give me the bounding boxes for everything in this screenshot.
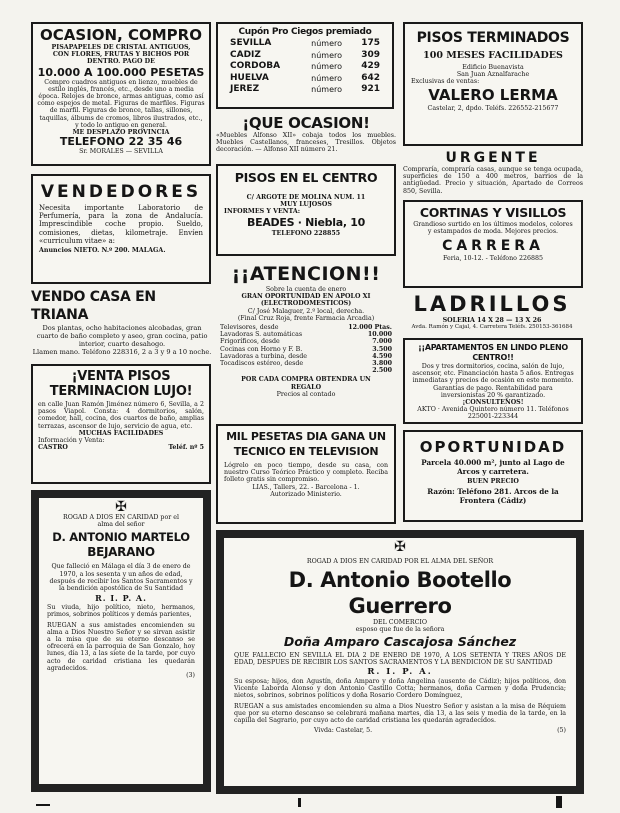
ad-line: PISAPAPELES DE CRISTAL ANTIGUOS, [51,44,191,51]
obituary-spouse: Doña Amparo Cascajosa Sánchez [283,633,517,649]
ad-address: Feria, 10-12. - Teléfono 226885 [442,255,543,263]
ad-line: Razón: Teléfono 281. Arcos de la Frontera (Cádiz) [427,487,559,506]
lottery-city: CADIZ [230,49,261,60]
price-item: Frigoríficos, desde [220,338,280,346]
price-value: 3.500 [372,345,392,353]
obituary-family: Su viuda, hijo político, nieto, hermanos, primos, sobrinos políticos y demás parientes, [47,604,195,619]
ad-number: (3) [186,672,195,680]
obituary-martelo [31,490,211,792]
ad-venta-pisos [31,364,211,484]
ad-urgente [403,150,583,196]
lottery-label: número [311,62,343,71]
ad-title: CORTINAS Y VISILLOS [419,205,567,220]
price-row [220,338,392,345]
price-value: 10.000 [367,331,392,339]
page-footer-marker [556,796,562,808]
ad-line: MUY LUJOSOS [280,201,332,209]
obituary-request: RUEGAN a sus amistades encomienden su alma a Dios Nuestro Señor y asistan a la misa de Réquiem que por su eterno descanso se celebrará mañana martes, día 13, a las seis y media de la tarde, en la capilla del Sagrario, por cuyo acto de caridad cristiana les quedarán agradecidos. [234,702,566,725]
ad-line: DENTRO. PAGO DE [87,58,155,66]
price-row [220,324,392,331]
ad-title: MIL PESETAS DIA GANA UN [226,430,386,443]
ad-title: VENDO CASA EN TRIANA [31,289,156,323]
ad-ladrillos [400,292,584,334]
ad-info: Información y Venta: [38,437,105,445]
ad-body: Dos y tres dormitorios, cocina, salón de lujo, ascensor, etc. Financiación hasta 5 años. Entregas inmediatas y precios de ocasión en este momento. Garantías de pago. Rentabilidad para inversionistas 20 % garantizado. [412,363,574,399]
obituary-name: D. Antonio Bootello Guerrero [288,568,512,619]
obituary-name: D. ANTONIO MARTELO [52,530,190,545]
ad-contact: Llamen mano. Teléfono 228316, 2 a 3 y 9 a 10 noche. [32,348,212,356]
ad-oportunidad [403,430,583,522]
ad-body: Compraría, compraría casas, aunque se tenga ocupada, superficies de 150 a 400 metros, barrios de la antigüedad. Precio y situación, Apartado de Correos 850, Sevilla. [403,166,583,195]
ad-line: INFORMES Y VENTA: [224,208,301,216]
ad-body: Grandioso surtido en los últimos modelos, colores y estampados de moda. Mejores precios. [413,221,573,236]
obituary-name: BEJARANO [87,545,155,560]
price-row [220,367,392,374]
price-row [220,360,392,367]
price-item: Televisores, desde [220,324,279,332]
lottery-city: SEVILLA [230,38,272,48]
lottery-row [230,73,380,85]
ad-address: Castelar, 2, dpdo. Teléfs. 226552-215677 [427,104,559,112]
ad-body: Compro cuadros antiguos en lienzo, muebles de estilo inglés, francés, etc., desde uno a media época. Relojes de bronce, armas antiguas, como así como espejos de metal. Figuras de marfiles. Figuras de marfil. Figuras de bronce, tallas, sillones, taquillas, álbums de cromos, libros ilustrados, etc., y todo lo antiguo en general. [37,78,205,129]
ad-pisos-terminados [403,22,583,146]
lottery-row [230,84,380,96]
lottery-label: número [311,39,343,48]
ad-address: LIAS., Tallers, 22. - Barcelona - 1. [252,483,360,491]
ad-line: (Final Cruz Roja, frente Farmacia Arcadia) [237,314,375,322]
price-row [220,353,392,360]
ad-body: Dos plantas, ocho habitaciones alcobadas, gran cuarto de baño completo y aseo, gran cocina, patio interior, cuarto desahogo. [36,324,208,348]
ad-line: (ELECTRODOMESTICOS) [260,300,352,308]
ad-title: ¡QUE OCASION! [242,114,370,132]
price-value: 2.500 [372,367,392,375]
obituary-family: Su esposa; hijos, don Agustín, doña Amparo y doña Angelina (ausente de Cádiz); hijos políticos, don Vicente Laborda Alonso y don Antonio Castillo Cotta; hermanos, doña Carmen y doña Prudencia; nietos, sobrinos, sobrinos políticos y doña Rosario Cordero Domínguez, [234,678,566,700]
ad-line: C/ José Malaguer, 2.º local, derecha. [247,307,365,315]
ad-contact: Anuncios NIETO. N.º 200. MALAGA. [39,247,166,255]
ad-apartamentos [403,338,583,424]
ad-title: TECNICO EN TELEVISION [233,445,379,458]
obituary-bootello [216,530,584,794]
ad-line: Sobre la cuenta de enero [265,286,347,293]
lottery-number: 642 [361,72,380,83]
ad-title: PISOS EN EL CENTRO [234,170,378,185]
price-value: 7.000 [372,338,392,346]
ad-ocasion-compro [31,22,211,166]
ad-contact-name: CASTRO [38,444,68,452]
ad-line: Parcela 40.000 m², junto al Lago de Arcos y carretera. [421,458,565,476]
ad-phone: Teléf. nº 5 [168,444,204,452]
price-list [216,322,396,376]
price-value: 3.800 [372,360,392,368]
ad-subtitle: 100 MESES FACILIDADES [423,50,563,61]
lottery-city: CORDOBA [230,61,281,71]
price-item: Tocadiscos estéreo, desde [220,360,304,368]
lottery-number: 309 [361,49,380,60]
ad-body: en calle Juan Ramón Jiménez número 6, Sevilla, a 2 pasos Viapol. Consta: 4 dormitorios, salón, comedor, hall, cocina, dos cuartos de baño, amplias terrazas, ascensor de lujo, servicio de agua, etc. [38,401,204,430]
page-footer-marker [298,798,301,807]
ad-number: (5) [557,727,566,735]
ad-title: Cupón Pro Ciegos premiado [238,27,372,37]
ad-title: ¡¡APARTAMENTOS EN LINDO PLENO CENTRO!! [418,343,568,362]
lottery-city: JEREZ [230,84,260,94]
lottery-label: número [311,85,343,94]
ad-body: Lógrelo en poco tiempo, desde su casa, con nuestro Curso Teórico Práctico y completo. Reciba folleto gratis sin compromiso. [224,462,388,484]
ad-price: 10.000 A 100.000 PESETAS [37,65,205,79]
ad-body: Necesita importante Laboratorio de Perfumería, para la zona de Andalucía. Imprescindible coche propio. Sueldo, comisiones, dietas, kilometraje. Envíen «curriculum vitae» a: [39,204,203,245]
ad-line: BUEN PRECIO [467,478,519,485]
ad-contact-name: CARRERA [442,238,544,255]
ad-title: OCASION, COMPRO [40,26,202,44]
ad-vendo-casa [31,288,213,356]
price-item: Lavadoras S. automáticas [220,331,303,339]
lottery-number: 175 [361,38,380,48]
obituary-preface: ROGAD A DIOS EN CARIDAD por el alma del señor [62,514,180,529]
price-value: 12.000 Ptas. [348,324,392,332]
price-item: Cocinas con Horno y F. B. [220,345,303,353]
ad-title: PISOS TERMINADOS [416,30,570,46]
ad-subtitle: ¡CONSULTENOS! [462,399,524,407]
ad-line: Avda. Ramón y Cajal, 4. Carretera Teléfs. 250153-361684 [411,324,573,331]
ad-tecnico-television [216,424,396,524]
ad-line: SOLERIA 14 X 28 — 13 X 26 [442,317,542,324]
ad-title: OPORTUNIDAD [419,438,567,456]
ad-permit: Autorizado Ministerio. [270,490,342,498]
ad-line: CON FLORES, FRUTAS Y BICHOS POR [52,51,190,59]
obituary-preface: ROGAD A DIOS EN CARIDAD POR EL ALMA DEL SEÑOR [306,558,494,565]
ad-title: ¡VENTA PISOS [71,369,171,384]
ad-title: LADRILLOS [413,292,571,316]
lottery-table [230,38,380,96]
ad-title: URGENTE [445,150,541,166]
ad-title: TERMINACION LUJO! [49,384,193,399]
cross-icon: ✠ [394,539,406,555]
lottery-row [230,38,380,50]
lottery-row [230,61,380,73]
obituary-subtitle: DEL COMERCIO [372,619,428,627]
ad-vendedores [31,174,211,284]
ad-line: C/ ARGOTE DE MOLINA NUM. 11 [246,194,366,201]
price-item: Lavadoras a turbina, desde [220,352,308,360]
ad-line: San Juan Aznalfarache [456,71,530,79]
ad-line: Exclusivas de ventas: [411,78,480,86]
ad-atencion [216,262,396,422]
ad-cupon-pro-ciegos [216,22,394,109]
ad-line: POR CADA COMPRA OBTENDRA UN [241,376,371,384]
obituary-rip: R. I. P. A. [367,667,433,678]
ad-line: Edificio Buenavista [462,64,524,71]
ad-cortinas-visillos [403,200,583,288]
lottery-label: número [311,50,343,60]
lottery-row [230,50,380,62]
ad-contact-name: Sr. MORALES — SEVILLA [79,148,163,156]
ad-title: ¡¡ATENCION!! [231,263,381,285]
ad-que-ocasion [216,114,396,158]
ad-contact-name: VALERO LERMA [428,85,558,104]
ad-title: VENDEDORES [40,182,202,202]
ad-line: Precios al contado [276,390,336,398]
obituary-address: Vivda: Castelar, 5. [314,727,373,735]
ad-address: AKTO · Avenida Quintero número 11. Teléfonos 225001-223344 [417,406,569,421]
page-footer-marker [36,804,50,806]
ad-pisos-centro [216,164,396,256]
ad-line: REGALO [290,383,322,391]
lottery-label: número [311,73,343,83]
cross-icon: ✠ [115,499,127,515]
price-row [220,331,392,338]
price-row [220,346,392,353]
lottery-number: 921 [361,84,380,94]
obituary-request: RUEGAN a sus amistades encomienden su alma a Dios Nuestro Señor y se sirvan asistir a la misa que de su eterno descanso se ofrecerá en la parroquia de San Gonzalo, hoy lunes, día 13, a las siete de la tarde, por cuyo acto de caridad cristiana les quedarán agradecidos. [47,621,195,672]
obituary-body: Que falleció en Málaga el día 3 de enero de 1970, a los sesenta y un años de edad, después de recibir los Santos Sacramentos y la bendición apostólica de Su Santidad [49,563,193,593]
obituary-rip: R. I. P. A. [95,593,147,604]
ad-travel: ME DESPLAZO PROVINCIA [72,129,170,137]
ad-body: «Muebles Alfonso XII» cobaja todos los muebles. Muebles Castellanos, franceses, Tresillos. Objetos decoración. — Alfonso XII número 21. [216,132,396,154]
ad-contact-name: BEADES · Niebla, 10 [247,215,365,229]
lottery-city: HUELVA [230,72,269,83]
ad-phone: TELEFONO 22 35 46 [59,135,183,149]
ad-phone: TELEFONO 228855 [271,229,341,237]
ad-facilities: MUCHAS FACILIDADES [78,429,164,437]
obituary-spouse-preface: esposo que fue de la señora [355,626,445,634]
obituary-body: QUE FALLECIO EN SEVILLA EL DIA 2 DE ENERO DE 1970, A LOS SETENTA Y TRES AÑOS DE EDAD, DESPUES DE RECIBIR LOS SANTOS SACRAMENTOS Y LA BENDICION DE SU SANTIDAD [234,651,566,666]
ad-line: GRAN OPORTUNIDAD EN APOLO XI [241,293,371,301]
lottery-number: 429 [361,61,380,71]
price-value: 4.590 [372,352,392,360]
